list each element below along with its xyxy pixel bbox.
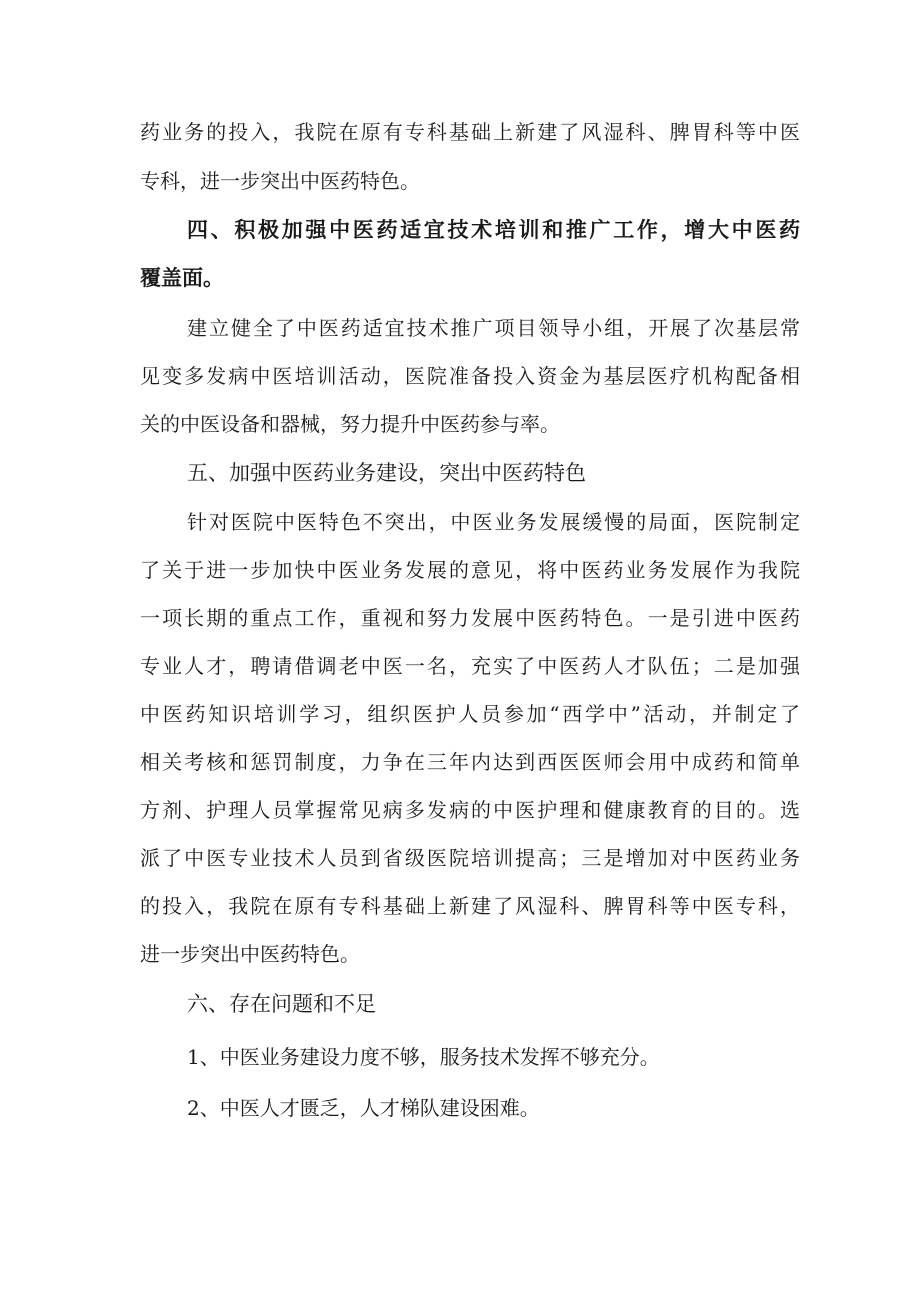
section5-body-line-3: 一项长期的重点工作，重视和努力发展中医药特色。一是引进中医药 [140,606,800,630]
section5-body-line-8: 派了中医专业技术人员到省级医院培训提高；三是增加对中医药业务 [140,846,800,870]
section5-body-line-5: 中医药知识培训学习，组织医护人员参加“西学中”活动，并制定了 [140,702,800,726]
section4-heading-line-2: 覆盖面。 [140,266,224,290]
section6-item-2: 2、中医人才匮乏，人才梯队建设困难。 [187,1096,540,1120]
section5-body-line-1: 针对医院中医特色不突出，中医业务发展缓慢的局面，医院制定 [187,510,800,534]
section4-body-line-2: 见变多发病中医培训活动，医院准备投入资金为基层医疗机构配备相 [140,364,800,388]
section4-heading-line-1: 四、积极加强中医药适宜技术培训和推广工作，增大中医药 [187,218,800,242]
section5-body-line-6: 相关考核和惩罚制度，力争在三年内达到西医医师会用中成药和简单 [140,750,800,774]
section5-body-line-4: 专业人才，聘请借调老中医一名，充实了中医药人才队伍；二是加强 [140,654,800,678]
section5-body-line-7: 方剂、护理人员掌握常见病多发病的中医护理和健康教育的目的。选 [140,798,800,822]
section5-body-line-2: 了关于进一步加快中医业务发展的意见，将中医药业务发展作为我院 [140,558,800,582]
section6-heading: 六、存在问题和不足 [187,992,376,1016]
section4-body-line-3: 关的中医设备和器械，努力提升中医药参与率。 [140,412,560,436]
section6-item-1: 1、中医业务建设力度不够，服务技术发挥不够充分。 [187,1045,660,1069]
section5-heading: 五、加强中医药业务建设，突出中医药特色 [187,461,586,485]
section4-body-line-1: 建立健全了中医药适宜技术推广项目领导小组，开展了次基层常 [187,316,800,340]
section5-body-line-10: 进一步突出中医药特色。 [140,942,360,966]
intro-line-2: 专科，进一步突出中医药特色。 [140,169,420,193]
intro-line-1: 药业务的投入，我院在原有专科基础上新建了风湿科、脾胃科等中医 [140,120,800,144]
section5-body-line-9: 的投入，我院在原有专科基础上新建了风湿科、脾胃科等中医专科， [140,894,800,918]
